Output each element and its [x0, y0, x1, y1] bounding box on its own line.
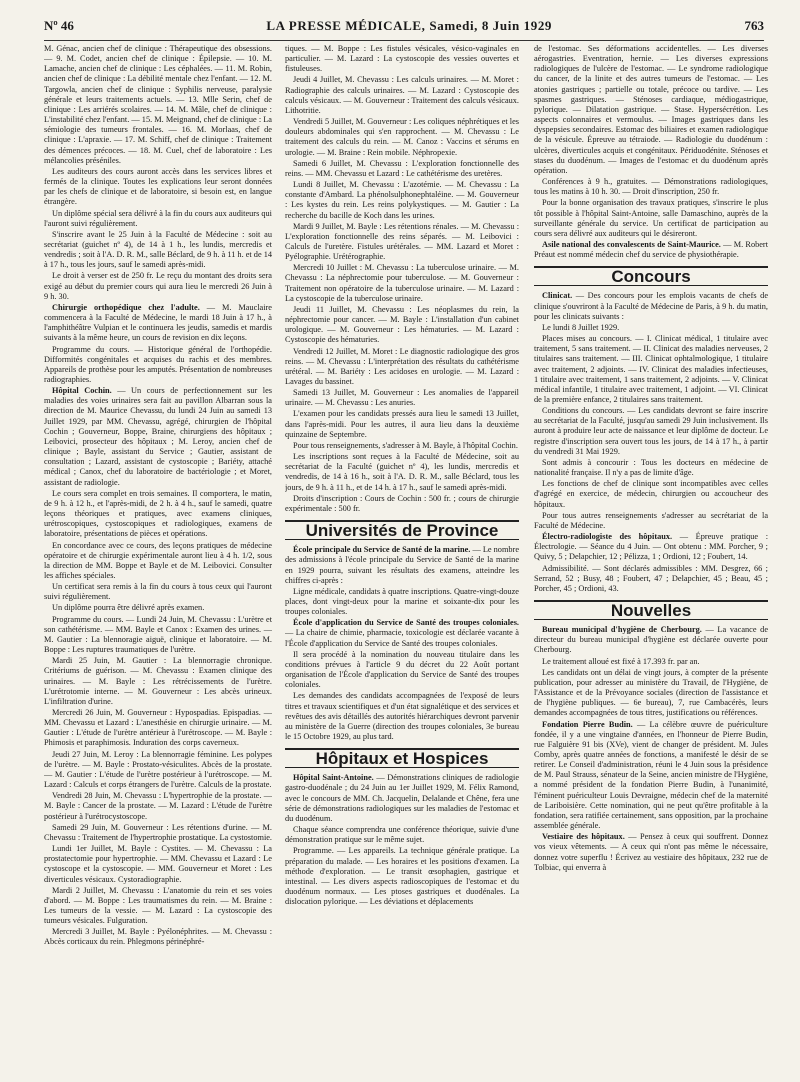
- paragraph-text: — Démonstrations cliniques de radiologie gastro-duodénale ; du 24 Juin au 1er Juillet 1929, M. Félix Ramond, avec le concours de MM. Ch. Jacquelin, Delalande et Chêne, fera une série de démonstrations radiologiques sur les maladies de l'estomac et du duodénum.: [285, 773, 519, 823]
- paragraph: [534, 625, 768, 655]
- paragraph: Mardi 25 Juin, M. Gautier : La blennorragie chronique. Critériums de guérison. — M. Chevassu : Examen clinique des urinaires. — M. Bayle : Les rétrécissements de l'urètre. L'urétrotomie interne. — M. Gouverneur : Les abcès urineux. L'infiltration d'urine.: [44, 656, 272, 706]
- paragraph: [534, 291, 768, 321]
- subheading: Fondation Pierre Budin.: [542, 719, 633, 729]
- paragraph: Mardi 2 Juillet, M. Chevassu : L'anatomie du rein et ses voies d'abord. — M. Boppe : Les traumatismes du rein. — M. Braine : Les tumeurs de la vessie. — M. Lazard : La cystoscopie des tumeurs vésicales. Fulguration.: [44, 885, 272, 926]
- paragraph: Un certificat sera remis à la fin du cours à tous ceux qui l'auront suivi régulièrement.: [44, 582, 272, 602]
- paragraph: [285, 545, 519, 586]
- paragraph: Programme. — Les appareils. La technique générale pratique. La préparation du malade. — Les horaires et les positions d'examen. La méthode d'exploration. — Le transit œsophagien, gastrique et intestinal. — Les divers aspects radioscopiques de l'estomac et du duodénum normaux. — Les ptoses gastriques et duodénales. La dislocation pylorique. — Les déviations et déplacements: [285, 846, 519, 907]
- paragraph-text: — M. Robert Préaut est nommé médecin chef du service de physiothérapie.: [534, 239, 768, 260]
- subheading: Électro-radiologiste des hôpitaux.: [542, 532, 673, 542]
- paragraph: [44, 303, 272, 344]
- paragraph: Programme du cours. — Historique général de l'orthopédie. Difformités congénitales et acquises du rachis et des membres. Appareils de prothèse pour les amputés. Présentation de nombreuses radiographies.: [44, 344, 272, 384]
- paragraph-text: — La vacance de directeur du bureau municipal d'hygiène est déclarée ouverte pour Cherbourg.: [534, 625, 768, 655]
- paragraph: Lundi 8 Juillet, M. Chevassu : L'azotémie. — M. Chevassu : La constante d'Ambard. La phénolsulphonephtaléine. — M. Gouverneur : Les kystes du rein. Les reins polykystiques. — M. Gautier : La recherche du bacille de Koch dans les urines.: [285, 180, 519, 220]
- paragraph: Un diplôme spécial sera délivré à la fin du cours aux auditeurs qui l'auront suivi régulièrement.: [44, 208, 272, 228]
- paragraph: Les candidats ont un délai de vingt jours, à compter de la présente publication, pour adresser au ministère du Travail, de l'Hygiène, de l'Assistance et de la Prévoyance sociales (direction de l'assistance et de l'hygiène publiques. — 6e bureau), 7, rue Cambacérès, leurs demandes accompagnées de tous titres, justifications ou références.: [534, 667, 768, 718]
- paragraph: Il sera procédé à la nomination du nouveau titulaire dans les conditions prévues à l'article 9 du décret du 22 Août portant organisation de l'École d'application du Service de Santé des troupes coloniales.: [285, 649, 519, 690]
- paragraph-text: — Pensez à ceux qui souffrent. Donnez vos vieux vêtements. — A ceux qui n'ont pas même le nécessaire, donnez votre superflu ! Écrivez au vestiaire des hôpitaux, 232 rue de Tolbiac, qui enverra à: [534, 832, 768, 872]
- paragraph: [44, 386, 272, 488]
- paragraph: S'inscrire avant le 25 Juin à la Faculté de Médecine : soit au secrétariat (guichet nº 4), de 14 à 1 h., les lundis, mercredis et vendredis ; soit à l'A. D. R. M., salle Béclard, de 9 h. à 11 h. et de 14 à 17 h., tous les jours, sauf le samedi après-midi.: [44, 229, 272, 270]
- paragraph: Sont admis à concourir : Tous les docteurs en médecine de nationalité française. Il n'y a pas de limite d'âge.: [534, 457, 768, 478]
- paragraph: Lundi 1er Juillet, M. Bayle : Cystites. — M. Chevassu : La prostatectomie pour hypertrophie. — MM. Chevassu et Lazard : Le cystoscope et la cystoscopie. — MM. Gouverneur et Moret : Les diverticules vésicaux. Cystoradiographie.: [44, 844, 272, 884]
- paragraph: Vendredi 12 Juillet, M. Moret : Le diagnostic radiologique des gros reins. — M. Chevassu : L'interprétation des résultats du cathétérisme urétéral. — M. Bariéty : Les acidoses en urologie. — M. Lazard : Lavages du bassinet.: [285, 346, 519, 386]
- paragraph: Les auditeurs des cours auront accès dans les services libres et fermés de la clinique. Toutes les explications leur seront données par les chefs de clinique et de laboratoire, si besoin est, en langue étrangère.: [44, 166, 272, 207]
- paragraph: Droits d'inscription : Cours de Cochin : 500 fr. ; cours de chirurgie expérimentale : 500 fr.: [285, 493, 519, 513]
- paragraph-text: — Le nombre des admissions à l'école principale du Service de Santé de la marine en 1929 pourra, suivant les résultats des examens, atteindre les chiffres ci-après :: [285, 545, 519, 585]
- paragraph: Le traitement alloué est fixé à 17.393 fr. par an.: [542, 656, 700, 666]
- subheading: Vestiaire des hôpitaux.: [542, 832, 625, 842]
- paragraph: Pour tous autres renseignements s'adresser au secrétariat de la Faculté de Médecine.: [534, 510, 768, 530]
- paragraph: Pour la bonne organisation des travaux pratiques, s'inscrire le plus tôt possible à l'hôpital Saint-Antoine, salle Damaschino, auprès de la surveillante générale du service. Un certificat de participation au cours sera délivré aux auditeurs qui le désireront.: [534, 198, 768, 238]
- section-heading: Hôpitaux et Hospices: [285, 748, 519, 768]
- section-heading: Universités de Province: [285, 520, 519, 540]
- paragraph-text: — Un cours de perfectionnement sur les maladies des voies urinaires sera fait au pavillon Albarran sous la direction de M. Maurice Chevassu, du lundi 24 Juin au samedi 13 Juillet 1929, par MM. Chevassu, agrégé, chirurgien de l'hôpital Cochin ; Gouverneur, Boppe, Braine, chirurgiens des hôpitaux ; Leibovici, prosecteur des hôpitaux ; M. Leroy, ancien chef de clinique ; Bayle, assistant du Service ; Gautier, assistant de consultation ; Lazard, assistant de cystoscopie ; Bariéty, attaché médical ; Canox, chef du laboratoire de bactériologie ; et Moret, assistant de radiologie.: [44, 386, 272, 487]
- paragraph: Vendredi 5 Juillet, M. Gouverneur : Les coliques néphrétiques et les douleurs abdominales qui s'en rapprochent. — M. Chevassu : Le traitement des calculs du rein. — M. Canoz : Vaccins et sérums en urologie. — M. Braine : Rein mobile. Néphropexie.: [285, 117, 519, 157]
- subheading: École d'application du Service de Santé des troupes coloniales.: [293, 618, 519, 628]
- paragraph: Les demandes des candidats accompagnées de l'exposé de leurs titres et travaux scientifiques et d'un état signalétique et des services et revêtues des avis détaillés des autorités hiérarchiques devront parvenir au ministère de la Guerre (direction des troupes coloniales, 3e bureau le 15 Octobre 1929, au plus tard.: [285, 691, 519, 741]
- paragraph: Jeudi 4 Juillet, M. Chevassu : Les calculs urinaires. — M. Moret : Radiographie des calculs urinaires. — M. Lazard : Cystoscopie des calculs vésicaux. — M. Gouverneur : Traitement des calculs vésicaux. Lithotritie.: [285, 75, 519, 115]
- subheading: Chirurgie orthopédique chez l'adulte.: [52, 302, 200, 312]
- paragraph: Mercredi 10 Juillet : M. Chevassu : La tuberculose urinaire. — M. Chevassu : La néphrectomie pour tuberculose. — M. Gouverneur : Traitement non opératoire de la tuberculose urinaire. — M. Lazard : La cystoscopie de la tuberculose urinaire.: [285, 263, 519, 303]
- paragraph-text: — M. Mauclaire commencera à la Faculté de Médecine, le mardi 18 Juin à 17 h., à l'amphithéâtre Vulpian et le continuera les jeudis, samedis et mardis suivants à la même heure, un cours de revision en dix leçons.: [44, 302, 272, 343]
- paragraph: Samedi 29 Juin, M. Gouverneur : Les rétentions d'urine. — M. Chevassu : Traitement de l'hypertrophie prostatique. La cystostomie.: [44, 822, 272, 842]
- paragraph: Mercredi 26 Juin, M. Gouverneur : Hypospadias. Epispadias. — MM. Chevassu et Lazard : L'anesthésie en chirurgie urinaire. — M. Gautier : L'étude de l'urètre antérieur à l'urétroscope. — M. Bayle : Phimosis et paraphimosis. Induration des corps caverneux.: [44, 708, 272, 748]
- paragraph: [534, 720, 768, 832]
- paragraph-text: — La chaire de chimie, pharmacie, toxicologie est déclarée vacante à l'École d'application du Service de Santé des troupes coloniales.: [285, 628, 519, 648]
- paragraph: Chaque séance comprendra une conférence théorique, suivie d'une démonstration pratique sur le même sujet.: [285, 825, 519, 845]
- paragraph: [285, 618, 519, 648]
- paragraph: Pour tous renseignements, s'adresser à M. Bayle, à l'hôpital Cochin.: [293, 440, 518, 450]
- paragraph: M. Génac, ancien chef de clinique : Thérapeutique des obsessions. — 9. M. Codet, ancien chef de clinique : Épilepsie. — 10. M. Lamache, ancien chef de clinique : Les céphalées. — 11. M. Robin, ancien chef de clinique : La débilité mentale chez l'enfant. — 12. M. Targowla, ancien chef de clinique : Syphilis nerveuse, paralysie générale et leurs traitements actuels. — 13. Mlle Serin, chef de clinique : Les arriérés scolaires. — 14. M. Mâle, chef de clinique : L'instabilité chez l'enfant. — 15. M. Meignand, chef de clinique : La sémiologie des tumeurs frontales. — 16. M. Morlaas, chef de clinique : L'apraxie. — 17. M. Schiff, chef de clinique : Traitement des démences précoces. — 18. M. Cuel, chef de laboratoire : Les mélancolies préséniles.: [44, 44, 272, 165]
- subheading: Bureau municipal d'hygiène de Cherbourg.: [542, 625, 702, 635]
- paragraph: Mercredi 3 Juillet, M. Bayle : Pyélonéphrites. — M. Chevassu : Abcès corticaux du rein. Phlegmons périnéphré-: [44, 927, 272, 947]
- paragraph: Le droit à verser est de 250 fr. Le reçu du montant des droits sera exigé au début du premier cours qui aura lieu le mercredi 26 Juin à 9 h. 30.: [44, 271, 272, 301]
- paragraph: [534, 832, 768, 873]
- paragraph: Samedi 13 Juillet, M. Gouverneur : Les anomalies de l'appareil urinaire. — M. Chevassu : Les anuries.: [285, 388, 519, 408]
- paragraph: Jeudi 11 Juillet, M. Chevassu : Les néoplasmes du rein, la néphrectomie pour cancer. — M. Bayle : L'installation d'un cabinet urologique. — M. Gouverneur : Les hématuries. — M. Lazard : Cystoscopie des hématuries.: [285, 304, 519, 345]
- paragraph: L'examen pour les candidats pressés aura lieu le samedi 13 Juillet, dans l'après-midi. Pour les autres, il aura lieu dans la deuxième quinzaine de Septembre.: [285, 409, 519, 439]
- paragraph: Mardi 9 Juillet, M. Bayle : Les rétentions rénales. — M. Chevassu : L'exploration fonctionnelle des reins séparés. — M. Leibovici : Calculs de l'uretère. Fistules urétérales. — MM. Lazard et Moret : Pyélographie. Urétérographie.: [285, 221, 519, 262]
- paragraph: Le cours sera complet en trois semaines. Il comportera, le matin, de 9 h. à 12 h., et l'après-midi, de 2 h. à 4 h., sauf le samedi, quatre leçons théoriques et pratiques, avec examens cliniques, urétroscopiques, cystoscopiques et radiologiques, examens de laboratoire, présentations de pièces et opérations.: [44, 488, 272, 539]
- paragraph: Samedi 6 Juillet, M. Chevassu : L'exploration fonctionnelle des reins. — MM. Chevassu et Lazard : Le cathétérisme des uretères.: [285, 158, 519, 178]
- paragraph: de l'estomac. Ses déformations accidentelles. — Les diverses aérogastries. Eventration, hernie. — Les diverses expressions radiologiques de l'ulcère de l'estomac. — Le syndrome radiologique du cancer, de la linite et des autres tumeurs de l'estomac. — Les atonies gastriques ; partielle ou totale, précoce ou tardive. — Les spasmes gastriques. — Sténoses cardiaque, médiogastrique, pylorique. — Dilatation gastrique. — Stase. Hypersécrétion. Les aspects colonnaires et vermoulus. — Images gastriques dans les dyspepsies secondaires. Estomac des biliaires et examen radiologique de la vésicule. Épreuve au tétraiode. — Radiologie du duodénum : ulcères, diverticules acquis et congénitaux. Périduodénite. Sténoses et stases du duodénum. — Images de l'estomac et du duodénum après opération.: [534, 44, 768, 175]
- paragraph: Jeudi 27 Juin, M. Leroy : La blennorragie féminine. Les polypes de l'urètre. — M. Bayle : Prostato-vésiculites. Abcès de la prostate. — M. Gautier : L'étude de l'urètre postérieur à l'urétroscope. — M. Lazard : Calculs et corps étrangers de l'urètre. Calculs de la prostate.: [44, 749, 272, 790]
- paragraph: Conditions du concours. — Les candidats devront se faire inscrire au secrétariat de la Faculté, jusqu'au samedi 29 Juin inclusivement. Ils auront à produire leur acte de naissance et leur diplôme de docteur. Le registre d'inscription sera ouvert tous les jours, de 14 à 17 h., à partir du vendredi 31 Mai 1929.: [534, 406, 768, 456]
- paragraph: Ligne médicale, candidats à quatre inscriptions. Quatre-vingt-douze places, dont vingt-deux pour la marine et soixante-dix pour les troupes coloniales.: [285, 586, 519, 617]
- paragraph-text: — Des concours pour les emplois vacants de chefs de clinique s'ouvriront à la Faculté de Médecine de Paris, à 9 h. du matin, pour les clinicats suivants :: [534, 291, 768, 321]
- paragraph: Les inscriptions sont reçues à la Faculté de Médecine, soit au secrétariat de la Faculté (guichet nº 4), les lundis, mercredis et vendredis, de 14 à 16 h., soit à l'A. D. R. M., salle Béclard, tous les jours, de 9 h. à 11 h., et de 14 h. à 17 h., sauf le samedi après-midi.: [285, 452, 519, 492]
- paragraph: tiques. — M. Boppe : Les fistules vésicales, vésico-vaginales en particulier. — M. Lazard : La cystoscopie des vessies ouvertes et fistuleuses.: [285, 44, 519, 74]
- paragraph: [285, 773, 519, 824]
- subheading: École principale du Service de Santé de la marine.: [293, 545, 471, 555]
- subheading: Hôpital Cochin.: [52, 386, 112, 396]
- page-header: [44, 18, 764, 41]
- paragraph: [534, 532, 768, 562]
- column-2: [285, 44, 519, 1076]
- column-1: [44, 44, 272, 1076]
- paragraph-text: — Épreuve pratique : Électrologie. — Séance du 4 Juin. — Ont obtenu : MM. Porcher, 9 ; Quivy, 5 ; Delapchier, 12 ; Pélizza, 1 ; Ordioni, 12 ; Foubert, 14.: [534, 532, 768, 562]
- issue-number: Nº 46: [44, 18, 74, 33]
- paragraph: Admissibilité. — Sont déclarés admissibles : MM. Desgrez, 66 ; Serrand, 52 ; Busy, 48 ; Foubert, 47 ; Delapchier, 45 ; Beau, 45 ; Porcher, 45 ; Ordioni, 43.: [534, 563, 768, 593]
- paragraph: Vendredi 28 Juin, M. Chevassu : L'hypertrophie de la prostate. — M. Bayle : Cancer de la prostate. — M. Lazard : L'étude de l'urètre postérieur à l'urétrocystoscope.: [44, 791, 272, 821]
- paragraph: Places mises au concours. — I. Clinicat médical, 1 titulaire avec traitement, 5 sans traitement. — II. Clinicat des maladies nerveuses, 2 titulaires sans traitement. — III. Clinicat ophtalmologique, 1 titulaire avec traitement, 2 adjoints. — IV. Clinicat des maladies infectieuses, 1 titulaire avec traitement, 1 sans traitement, 2 adjoints. — V. Clinicat médical infantile, 1 titulaire avec traitement, 1 adjoint. — VI. Clinicat de la première enfance, 2 titulaires sans traitement.: [534, 334, 768, 404]
- subheading: Asile national des convalescents de Saint-Maurice.: [542, 239, 721, 249]
- page-number: 763: [744, 18, 764, 33]
- paragraph: Programme du cours. — Lundi 24 Juin, M. Chevassu : L'urètre et son cathétérisme. — MM. Bayle et Canox : Examen des urines. — M. Gautier : La blennoragie aiguë, clinique et laboratoire. — M. Boppe : Les ruptures traumatiques de l'urètre.: [44, 614, 272, 655]
- subheading: Clinicat.: [542, 291, 573, 301]
- paragraph: Les fonctions de chef de clinique sont incompatibles avec celles d'agrégé en exercice, de médecin, chirurgien ou accoucheur des hôpitaux.: [534, 479, 768, 509]
- paragraph-text: — La célèbre œuvre de puériculture fondée, il y a une vingtaine d'années, en l'honneur de Pierre Budin, rue Falguière 91 bis (XVe), vient de changer de président. M. Jules Comby, après quatre années de fonctions, a manifesté le désir de se retirer. Le Conseil d'administration, réuni le 4 Juin sous la présidence de M. Paul Strauss, sénateur de la Seine, ancien ministre de l'Hygiène, a nommé président de la fondation Pierre Budin, à l'unanimité, l'éminent puériculteur Louis Devraigne, médecin chef de la maternité de Lariboisière. Cette nomination, qui ne peut qu'être profitable à la fondation, sera ratifiée certainement, sans opposition, par la prochaine assemblée générale.: [534, 719, 768, 831]
- section-heading: Concours: [534, 266, 768, 286]
- paragraph: [534, 240, 768, 260]
- paragraph: Conférences à 9 h., gratuites. — Démonstrations radiologiques, tous les matins à 10 h. 30. — Droit d'inscription, 250 fr.: [534, 177, 768, 197]
- paragraph: Un diplôme pourra être délivré après examen.: [52, 603, 205, 613]
- section-heading: Nouvelles: [534, 600, 768, 620]
- column-3: [534, 44, 768, 1076]
- paragraph: Le lundi 8 Juillet 1929.: [542, 322, 620, 332]
- newspaper-title: LA PRESSE MÉDICALE, Samedi, 8 Juin 1929: [266, 18, 553, 33]
- subheading: Hôpital Saint-Antoine.: [293, 773, 374, 783]
- paragraph: En concordance avec ce cours, des leçons pratiques de médecine opératoire et de chirurgie expérimentale auront lieu à 4 h. 1/2, sous la direction de MM. Boppe et Bayle et de M. Leibovici. Consulter les affiches spéciales.: [44, 540, 272, 580]
